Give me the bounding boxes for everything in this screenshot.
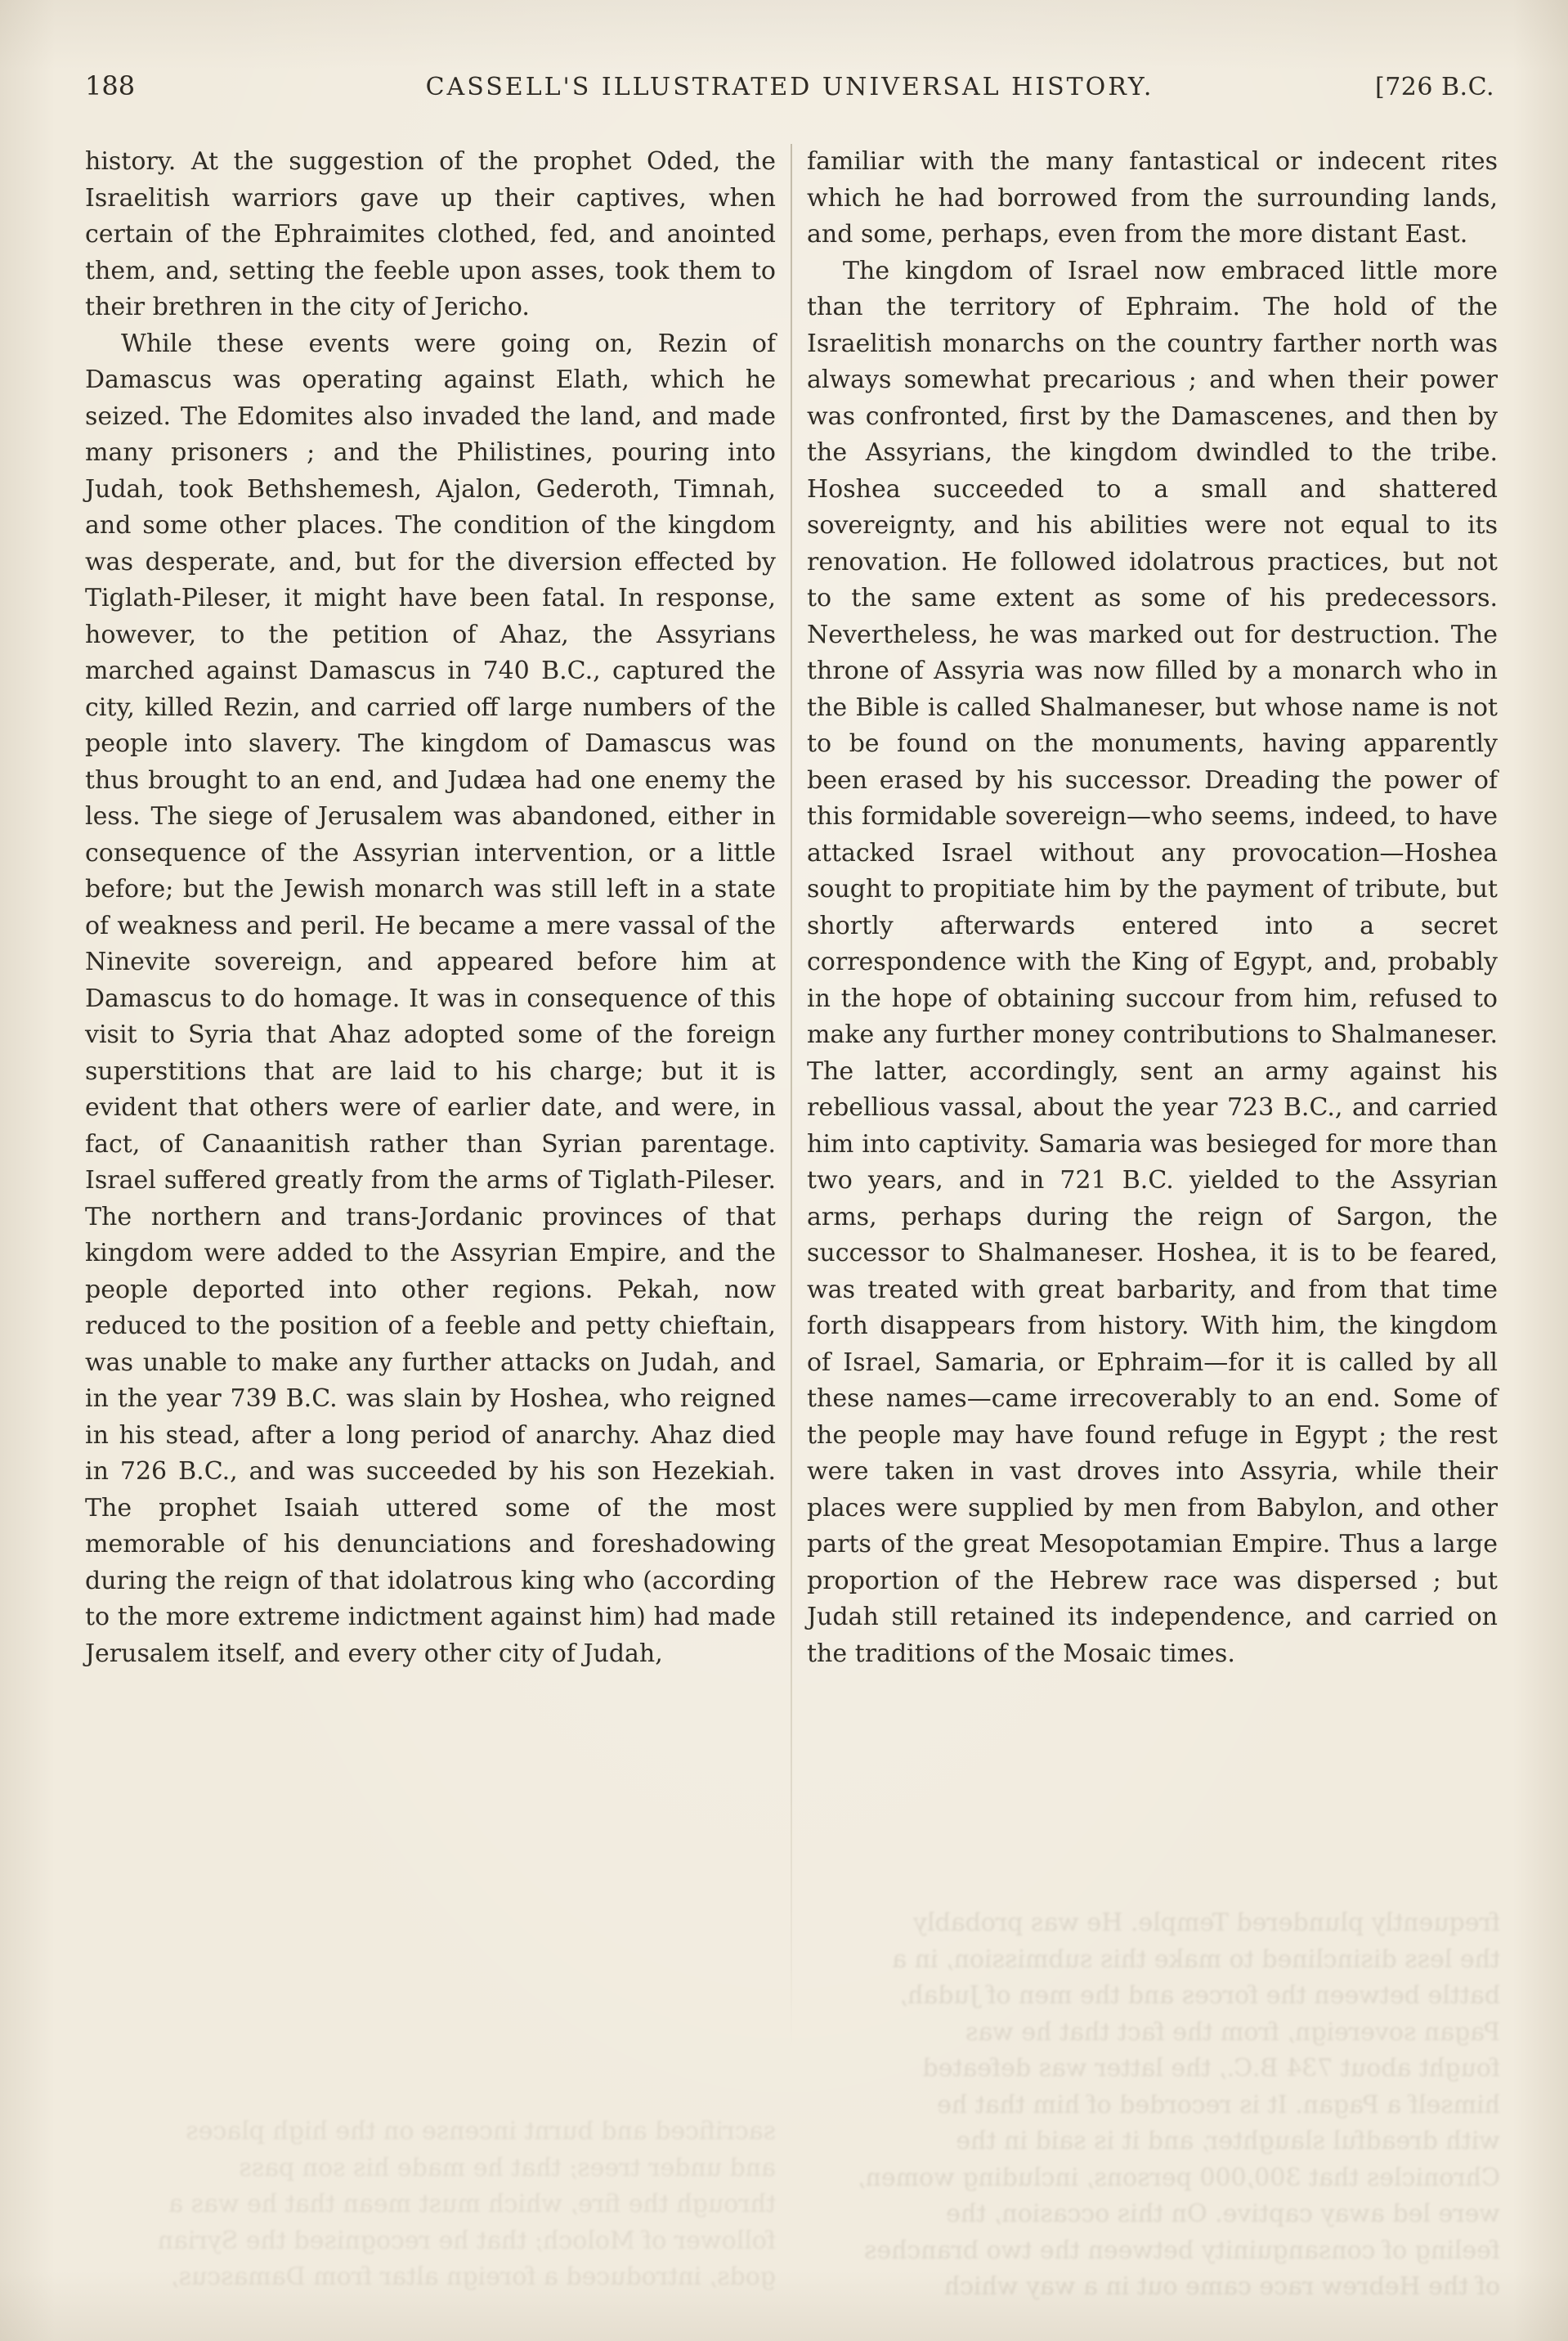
text-columns (85, 144, 1498, 1672)
bleedthrough-left: sacrificed and burnt incense on the high places and under trees; that he made his son pass through the fire, which must mean that he was a follower of Moloch; that he recognised the Syrian gods, introduced a foreign altar from Damascus, (157, 2117, 776, 2291)
column-right (807, 144, 1498, 1672)
column-left (85, 144, 776, 1672)
date-marker: [726 B.C. (1374, 73, 1494, 101)
paragraph: history. At the suggestion of the prophet Oded, the Israelitish warriors gave up their captives, when certain of the Ephraimites clothed, fed, and anointed them, and, setting the feeble upon asses, took them to their brethren in the city of Jericho. (85, 147, 776, 321)
paragraph: The kingdom of Israel now embraced little more than the territory of Ephraim. The hold of the Israelitish monarchs on the country farther north was always somewhat precarious ; and when their power was confronted, first by the Damascenes, and then by the Assyrians, the kingdom dwindled to the tribe. Hoshea succeeded to a small and shattered sovereignty, and his abilities were not equal to its renovation. He followed idolatrous practices, but not to the same extent as some of his predecessors. Nevertheless, he was marked out for destruction. The throne of Assyria was now filled by a monarch who in the Bible is called Shalmaneser, but whose name is not to be found on the monuments, having apparently been erased by his successor. Dreading the power of this formidable sovereign—who seems, indeed, to have attacked Israel without any provocation—Hoshea sought to propitiate him by the payment of tribute, but shortly afterwards entered into a secret correspondence with the King of Egypt, and, probably in the hope of obtaining succour from him, refused to make any further money contributions to Shalmaneser. The latter, accordingly, sent an army against his rebellious vassal, about the year 723 B.C., and carried him into captivity. Samaria was besieged for more than two years, and in 721 B.C. yielded to the Assyrian arms, perhaps during the reign of Sargon, the successor to Shalmaneser. Hoshea, it is to be feared, was treated with great barbarity, and from that time forth disappears from history. With him, the kingdom of Israel, Samaria, or Ephraim—for it is called by all these names—came irrecoverably to an end. Some of the people may have found refuge in Egypt ; the rest were taken in vast droves into Assyria, while their places were supplied by men from Babylon, and other parts of the great Mesopotamian Empire. Thus a large proportion of the Hebrew race was dispersed ; but Judah still retained its independence, and carried on the traditions of the Mosaic times. (807, 256, 1498, 1668)
paragraph: While these events were going on, Rezin of Damascus was operating against Elath, which he seized. The Edomites also invaded the land, and made many prisoners ; and the Philistines, pouring into Judah, took Bethshemesh, Ajalon, Gederoth, Timnah, and some other places. The condition of the kingdom was desperate, and, but for the diversion effected by Tiglath-Pileser, it might have been fatal. In response, however, to the petition of Ahaz, the Assyrians marched against Damascus in 740 B.C., captured the city, killed Rezin, and carried off large numbers of the people into slavery. The kingdom of Damascus was thus brought to an end, and Judæa had one enemy the less. The siege of Jerusalem was abandoned, either in consequence of the Assyrian intervention, or a little before; but the Jewish monarch was still left in a state of weakness and peril. He became a mere vassal of the Ninevite sovereign, and appeared before him at Damascus to do homage. It was in consequence of this visit to Syria that Ahaz adopted some of the foreign superstitions that are laid to his charge; but it is evident that others were of earlier date, and were, in fact, of Canaanitish rather than Syrian parentage. Israel suffered greatly from the arms of Tiglath-Pileser. The northern and trans-Jordanic provinces of that kingdom were added to the Assyrian Empire, and the people deported into other regions. Pekah, now reduced to the position of a feeble and petty chieftain, was unable to make any further attacks on Judah, and in the year 739 B.C. was slain by Hoshea, who reigned in his stead, after a long period of anarchy. Ahaz died in 726 B.C., and was succeeded by his son Hezekiah. The prophet Isaiah uttered some of the most memorable of his denunciations and foreshadowing during the reign of that idolatrous king who (according to the more extreme indictment against him) had made Jerusalem itself, and every other city of Judah, (85, 329, 776, 1668)
bleedthrough-right: frequently plundered Temple. He was probably the less disinclined to make this submission, in a battle between the forces and the men of Judah, Pagan sovereign, from the fact that he was fought about 734 B.C., the latter was defeated himself a Pagan. It is recorded of him that he with dreadful slaughter, and it is said in the Chronicles that 300,000 persons, including women, were led away captive. On this occasion, the feeling of consanguinity between the two branches of the Hebrew race came out in a way which (858, 1908, 1500, 2301)
page-header (85, 70, 1494, 101)
running-title: CASSELL'S ILLUSTRATED UNIVERSAL HISTORY. (425, 73, 1154, 101)
page-number: 188 (85, 70, 136, 101)
paragraph: familiar with the many fantastical or indecent rites which he had borrowed from the surrounding lands, and some, perhaps, even from the more distant East. (807, 147, 1498, 249)
